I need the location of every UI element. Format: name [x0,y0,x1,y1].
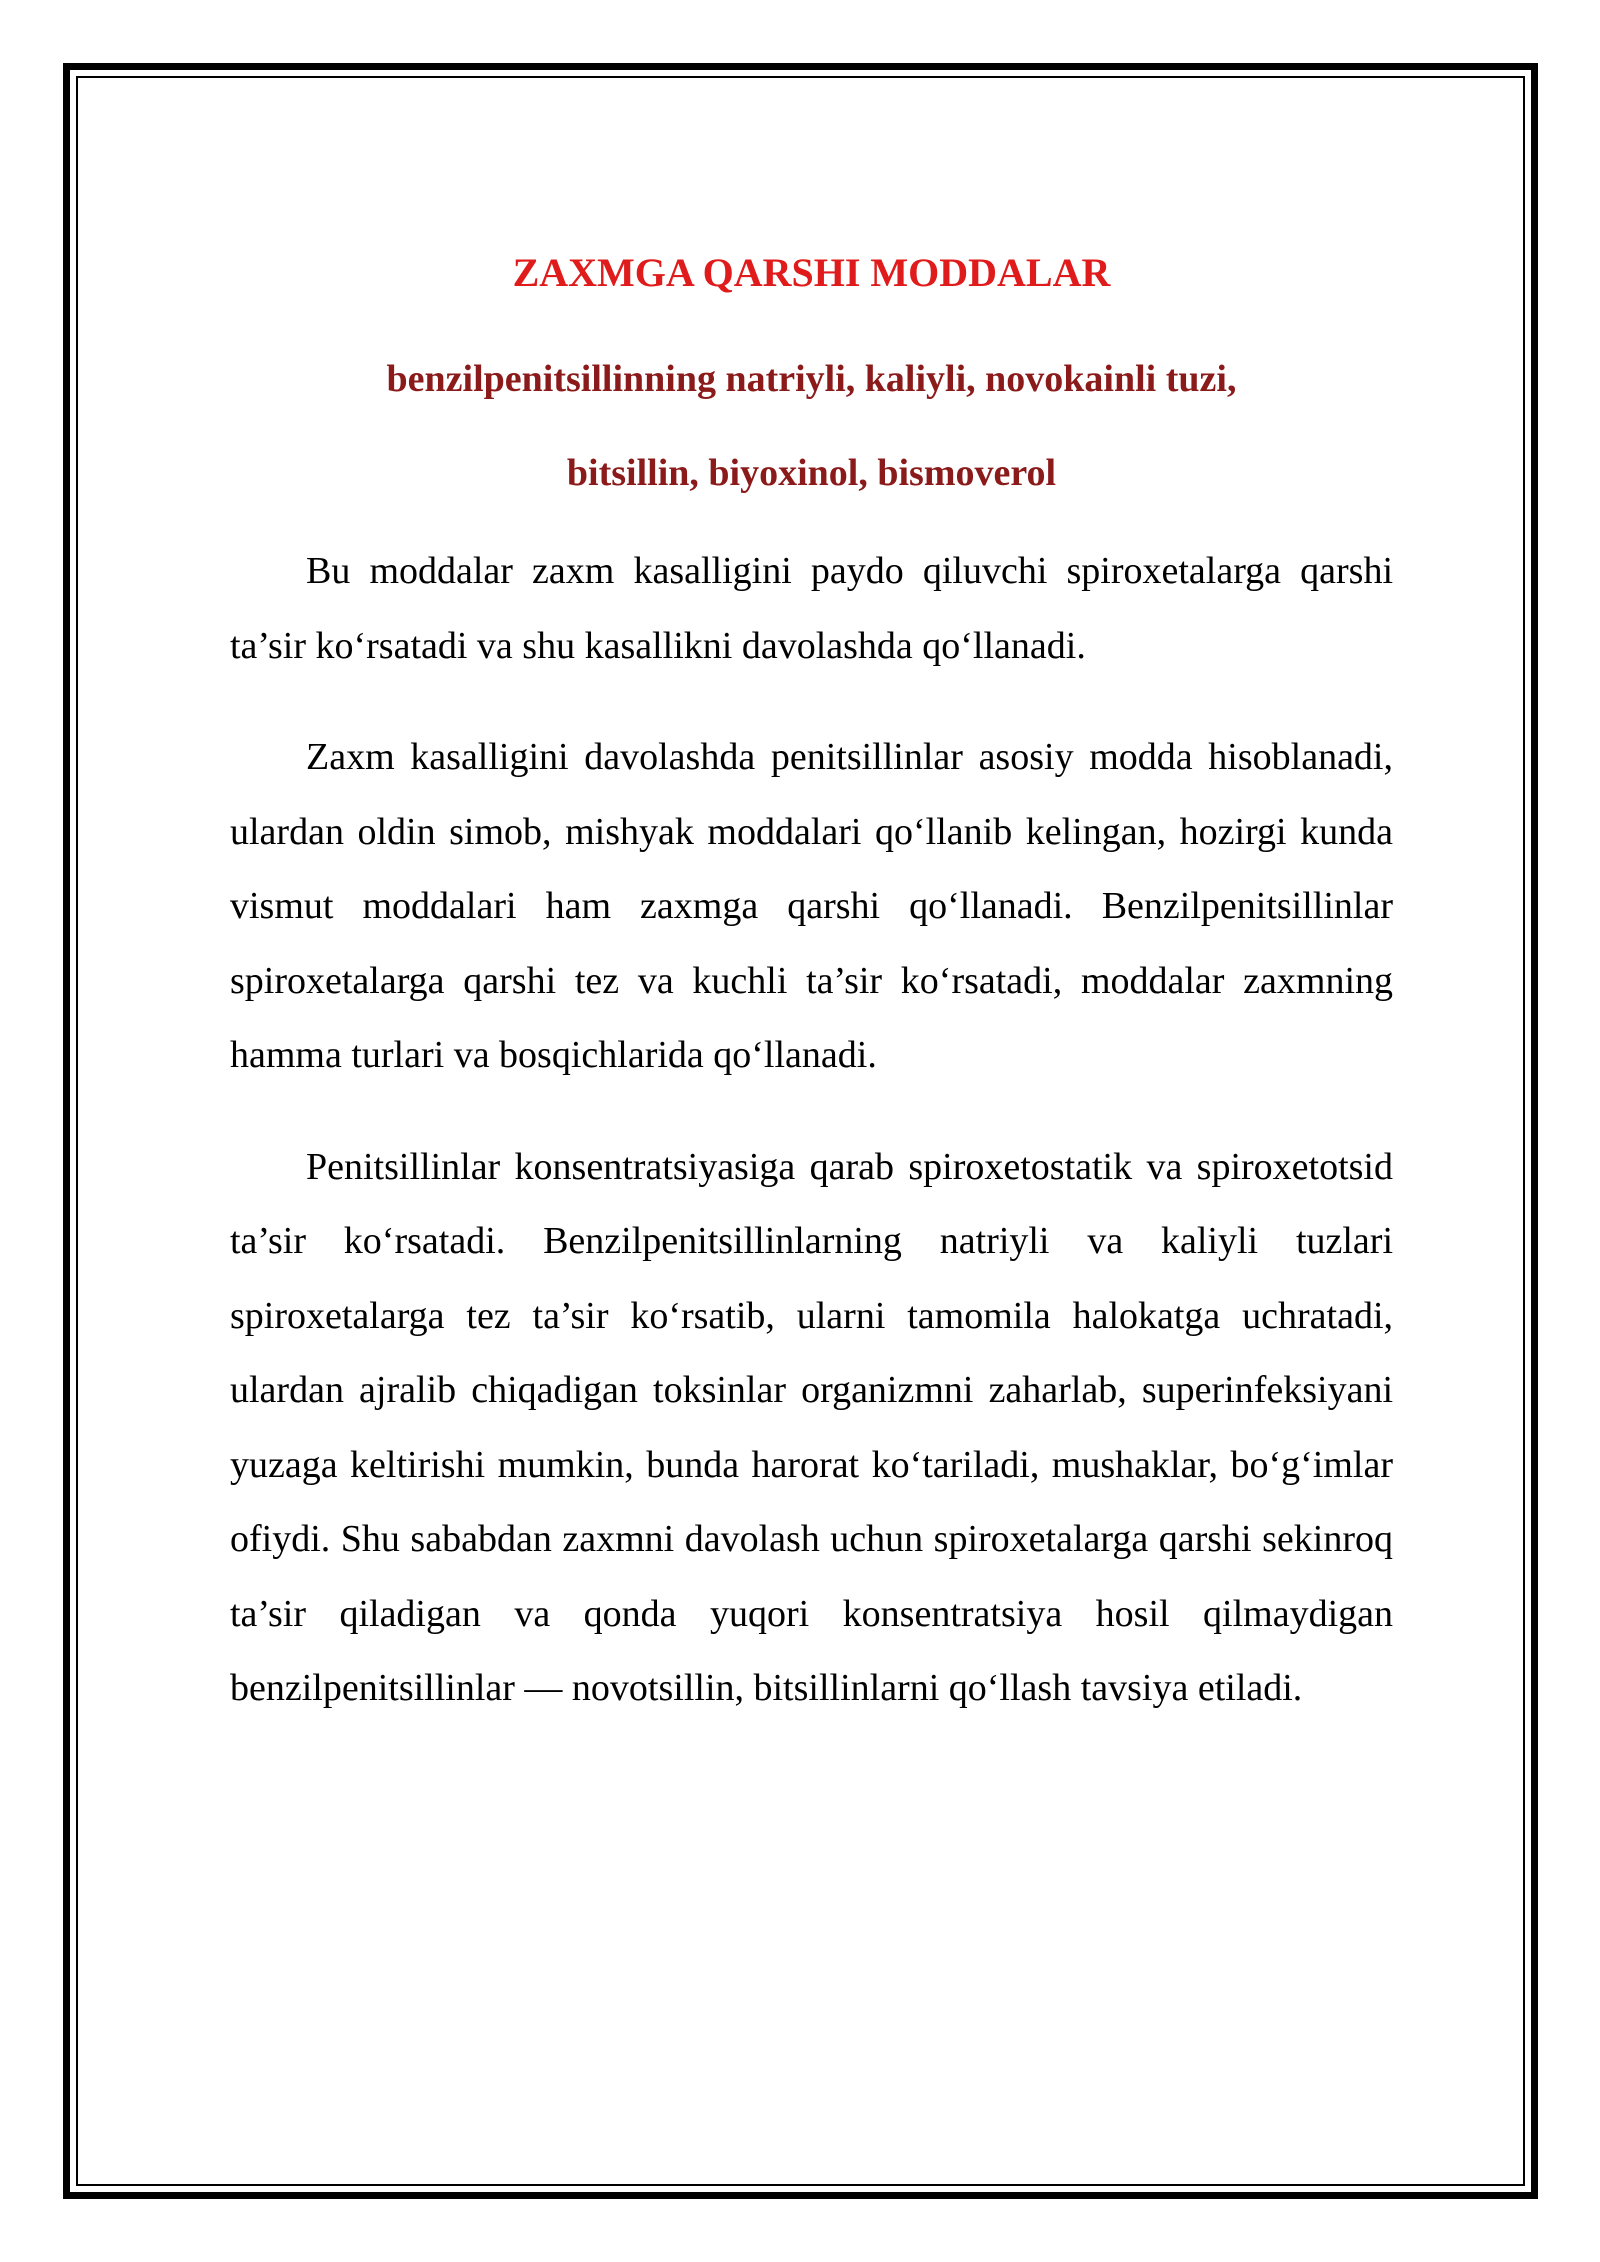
document-title: ZAXMGA QARSHI MODDALAR [512,250,1111,295]
document-subtitle [230,332,1393,520]
paragraph: Zaxm kasalligini davolashda penitsillinlar asosiy modda hisoblanadi, ulardan oldin simob, mishyak moddalari qo‘llanib kelingan, hozirgi kunda vismut moddalari ham zaxmga qarshi qo‘llanadi. Benzilpenitsillinlar spiroxetalarga qarshi tez va kuchli ta’sir ko‘rsatadi, moddalar zaxmning hamma turlari va bosqichlarida qo‘llanadi. [230,736,1393,1076]
paragraph: Bu moddalar zaxm kasalligini paydo qiluvchi spiroxetalarga qarshi ta’sir ko‘rsatadi va shu kasallikni davolashda qo‘llanadi. [230,550,1393,667]
document-body [230,240,1393,1726]
subtitle-line: benzilpenitsillinning natriyli, kaliyli, novokainli tuzi, [386,358,1237,400]
subtitle-line: bitsillin, biyoxinol, bismoverol [566,452,1057,494]
paragraph: Penitsillinlar konsentratsiyasiga qarab spiroxetostatik va spiroxetotsid ta’sir ko‘rsatadi. Benzilpenitsillinlarning natriyli va kaliyli tuzlari spiroxetalarga tez ta’sir ko‘rsatib, ularni tamomila halokatga uchratadi, ulardan ajralib chiqadigan toksinlar organizmni zaharlab, superinfeksiyani yuzaga keltirishi mumkin, bunda harorat ko‘tariladi, mushaklar, bo‘g‘imlar ofiydi. Shu sababdan zaxmni davolash uchun spiroxetalarga qarshi sekinroq ta’sir qiladigan va qonda yuqori konsentratsiya hosil qilmaydigan benzilpenitsillinlar — novotsillin, bitsillinlarni qo‘llash tavsiya etiladi. [230,1145,1393,1709]
